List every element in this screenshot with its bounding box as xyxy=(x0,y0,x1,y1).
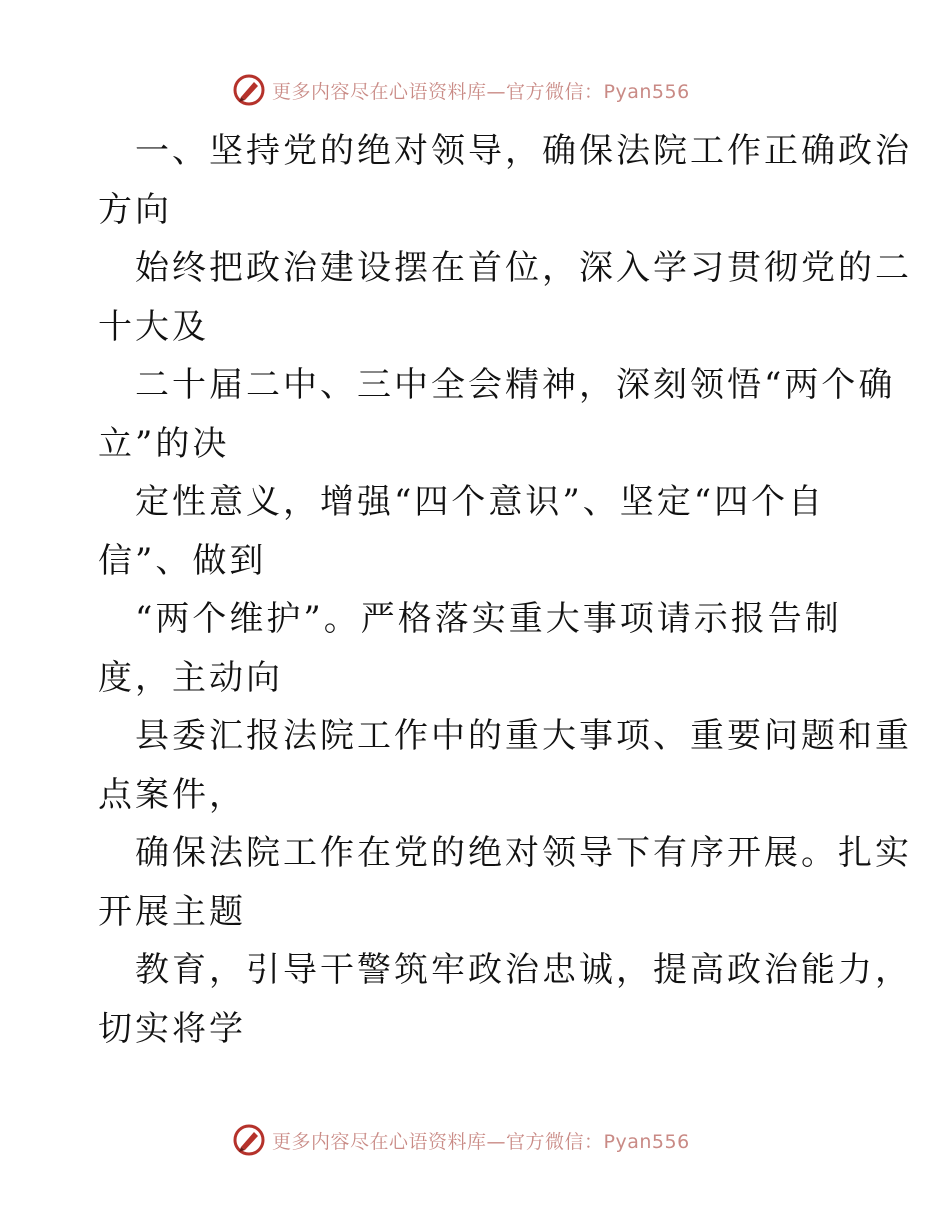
text-line: 定性意义，增强“四个意识”、坚定“四个自 xyxy=(135,482,826,522)
text-line: 立”的决 xyxy=(98,423,230,464)
pen-logo-icon xyxy=(232,1123,266,1157)
footer-watermark-banner xyxy=(232,1120,732,1160)
text-line: “两个维护”。严格落实重大事项请示报告制 xyxy=(135,599,842,639)
text-line: 切实将学 xyxy=(98,1008,246,1049)
footer-banner-text: 更多内容尽在心语资料库—官方微信：Pyan556 xyxy=(272,1130,690,1153)
text-line: 确保法院工作在党的绝对领导下有序开展。扎实 xyxy=(135,833,912,873)
text-line: 信”、做到 xyxy=(98,540,267,581)
text-line: 教育，引导干警筑牢政治忠诚，提高政治能力， xyxy=(135,950,912,990)
text-line: 十大及 xyxy=(98,306,209,347)
text-line: 县委汇报法院工作中的重大事项、重要问题和重 xyxy=(135,716,912,756)
text-line: 开展主题 xyxy=(98,891,246,932)
header-banner-text: 更多内容尽在心语资料库—官方微信：Pyan556 xyxy=(272,80,690,103)
text-line: 二十届二中、三中全会精神，深刻领悟“两个确 xyxy=(135,365,896,405)
text-line: 一、坚持党的绝对领导，确保法院工作正确政治 xyxy=(135,131,912,171)
text-line: 点案件， xyxy=(98,774,246,815)
text-line: 始终把政治建设摆在首位，深入学习贯彻党的二 xyxy=(135,248,912,288)
document-body xyxy=(98,122,912,1058)
pen-logo-icon xyxy=(232,73,266,107)
text-line: 度，主动向 xyxy=(98,657,283,698)
header-watermark-banner xyxy=(232,70,732,110)
text-line: 方向 xyxy=(98,189,172,230)
